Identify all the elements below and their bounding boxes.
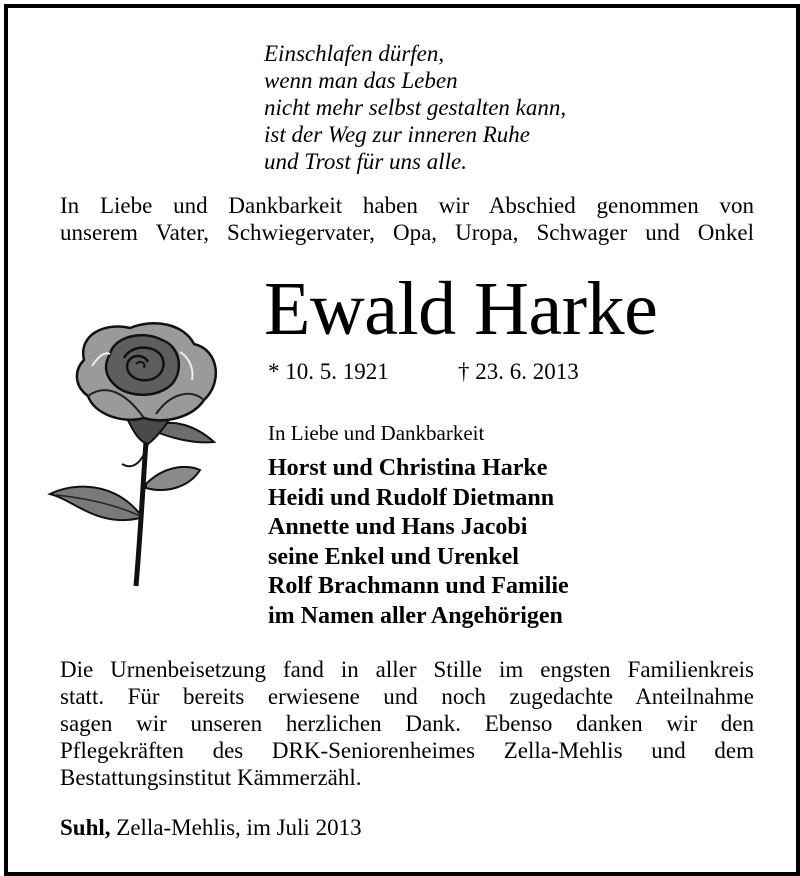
mourner-name: im Namen aller Angehörigen bbox=[268, 602, 563, 629]
mourner-name: Heidi und Rudolf Dietmann bbox=[268, 484, 555, 511]
rose-icon bbox=[44, 314, 234, 590]
death-date: † 23. 6. 2013 bbox=[458, 359, 579, 384]
life-dates bbox=[268, 358, 579, 386]
mourners-lead: In Liebe und Dankbarkeit bbox=[268, 421, 485, 445]
mourner-name: seine Enkel und Urenkel bbox=[268, 543, 519, 570]
deceased-name: Ewald Harke bbox=[264, 267, 658, 351]
poem-line: ist der Weg zur inneren Ruhe bbox=[264, 122, 530, 147]
mourner-name: Horst und Christina Harke bbox=[268, 455, 548, 481]
poem bbox=[264, 40, 566, 175]
closing-line: Bestattungsinstitut Kämmerzähl. bbox=[60, 765, 362, 790]
mourners-list bbox=[268, 454, 569, 631]
place-city: Suhl, bbox=[60, 815, 111, 840]
mourner-name: Rolf Brachmann und Familie bbox=[268, 573, 569, 599]
intro-line: In Liebe und Dankbarkeit haben wir Abschied genommen von bbox=[60, 193, 754, 218]
place-date bbox=[60, 814, 362, 842]
obituary-frame bbox=[4, 4, 800, 876]
closing-line: Die Urnenbeisetzung fand in aller Stille im engsten Familienkreis bbox=[60, 657, 754, 682]
closing-line: statt. Für bereits erwiesene und noch zugedachte Anteilnahme bbox=[60, 684, 754, 709]
closing-line: Pflegekräften des DRK-Seniorenheimes Zella-Mehlis und dem bbox=[60, 738, 754, 763]
place-rest: Zella-Mehlis, im Juli 2013 bbox=[110, 815, 362, 840]
poem-line: nicht mehr selbst gestalten kann, bbox=[264, 95, 567, 120]
poem-line: und Trost für uns alle. bbox=[264, 149, 467, 174]
mourner-name: Annette und Hans Jacobi bbox=[268, 514, 528, 540]
closing-text bbox=[60, 656, 754, 791]
poem-line: wenn man das Leben bbox=[264, 68, 458, 93]
intro-line: unserem Vater, Schwiegervater, Opa, Uropa, Schwager und Onkel bbox=[60, 220, 754, 245]
poem-line: Einschlafen dürfen, bbox=[264, 41, 445, 66]
intro-text bbox=[60, 192, 754, 246]
closing-line: sagen wir unseren herzlichen Dank. Ebenso danken wir den bbox=[60, 711, 754, 736]
birth-date: * 10. 5. 1921 bbox=[268, 359, 389, 384]
